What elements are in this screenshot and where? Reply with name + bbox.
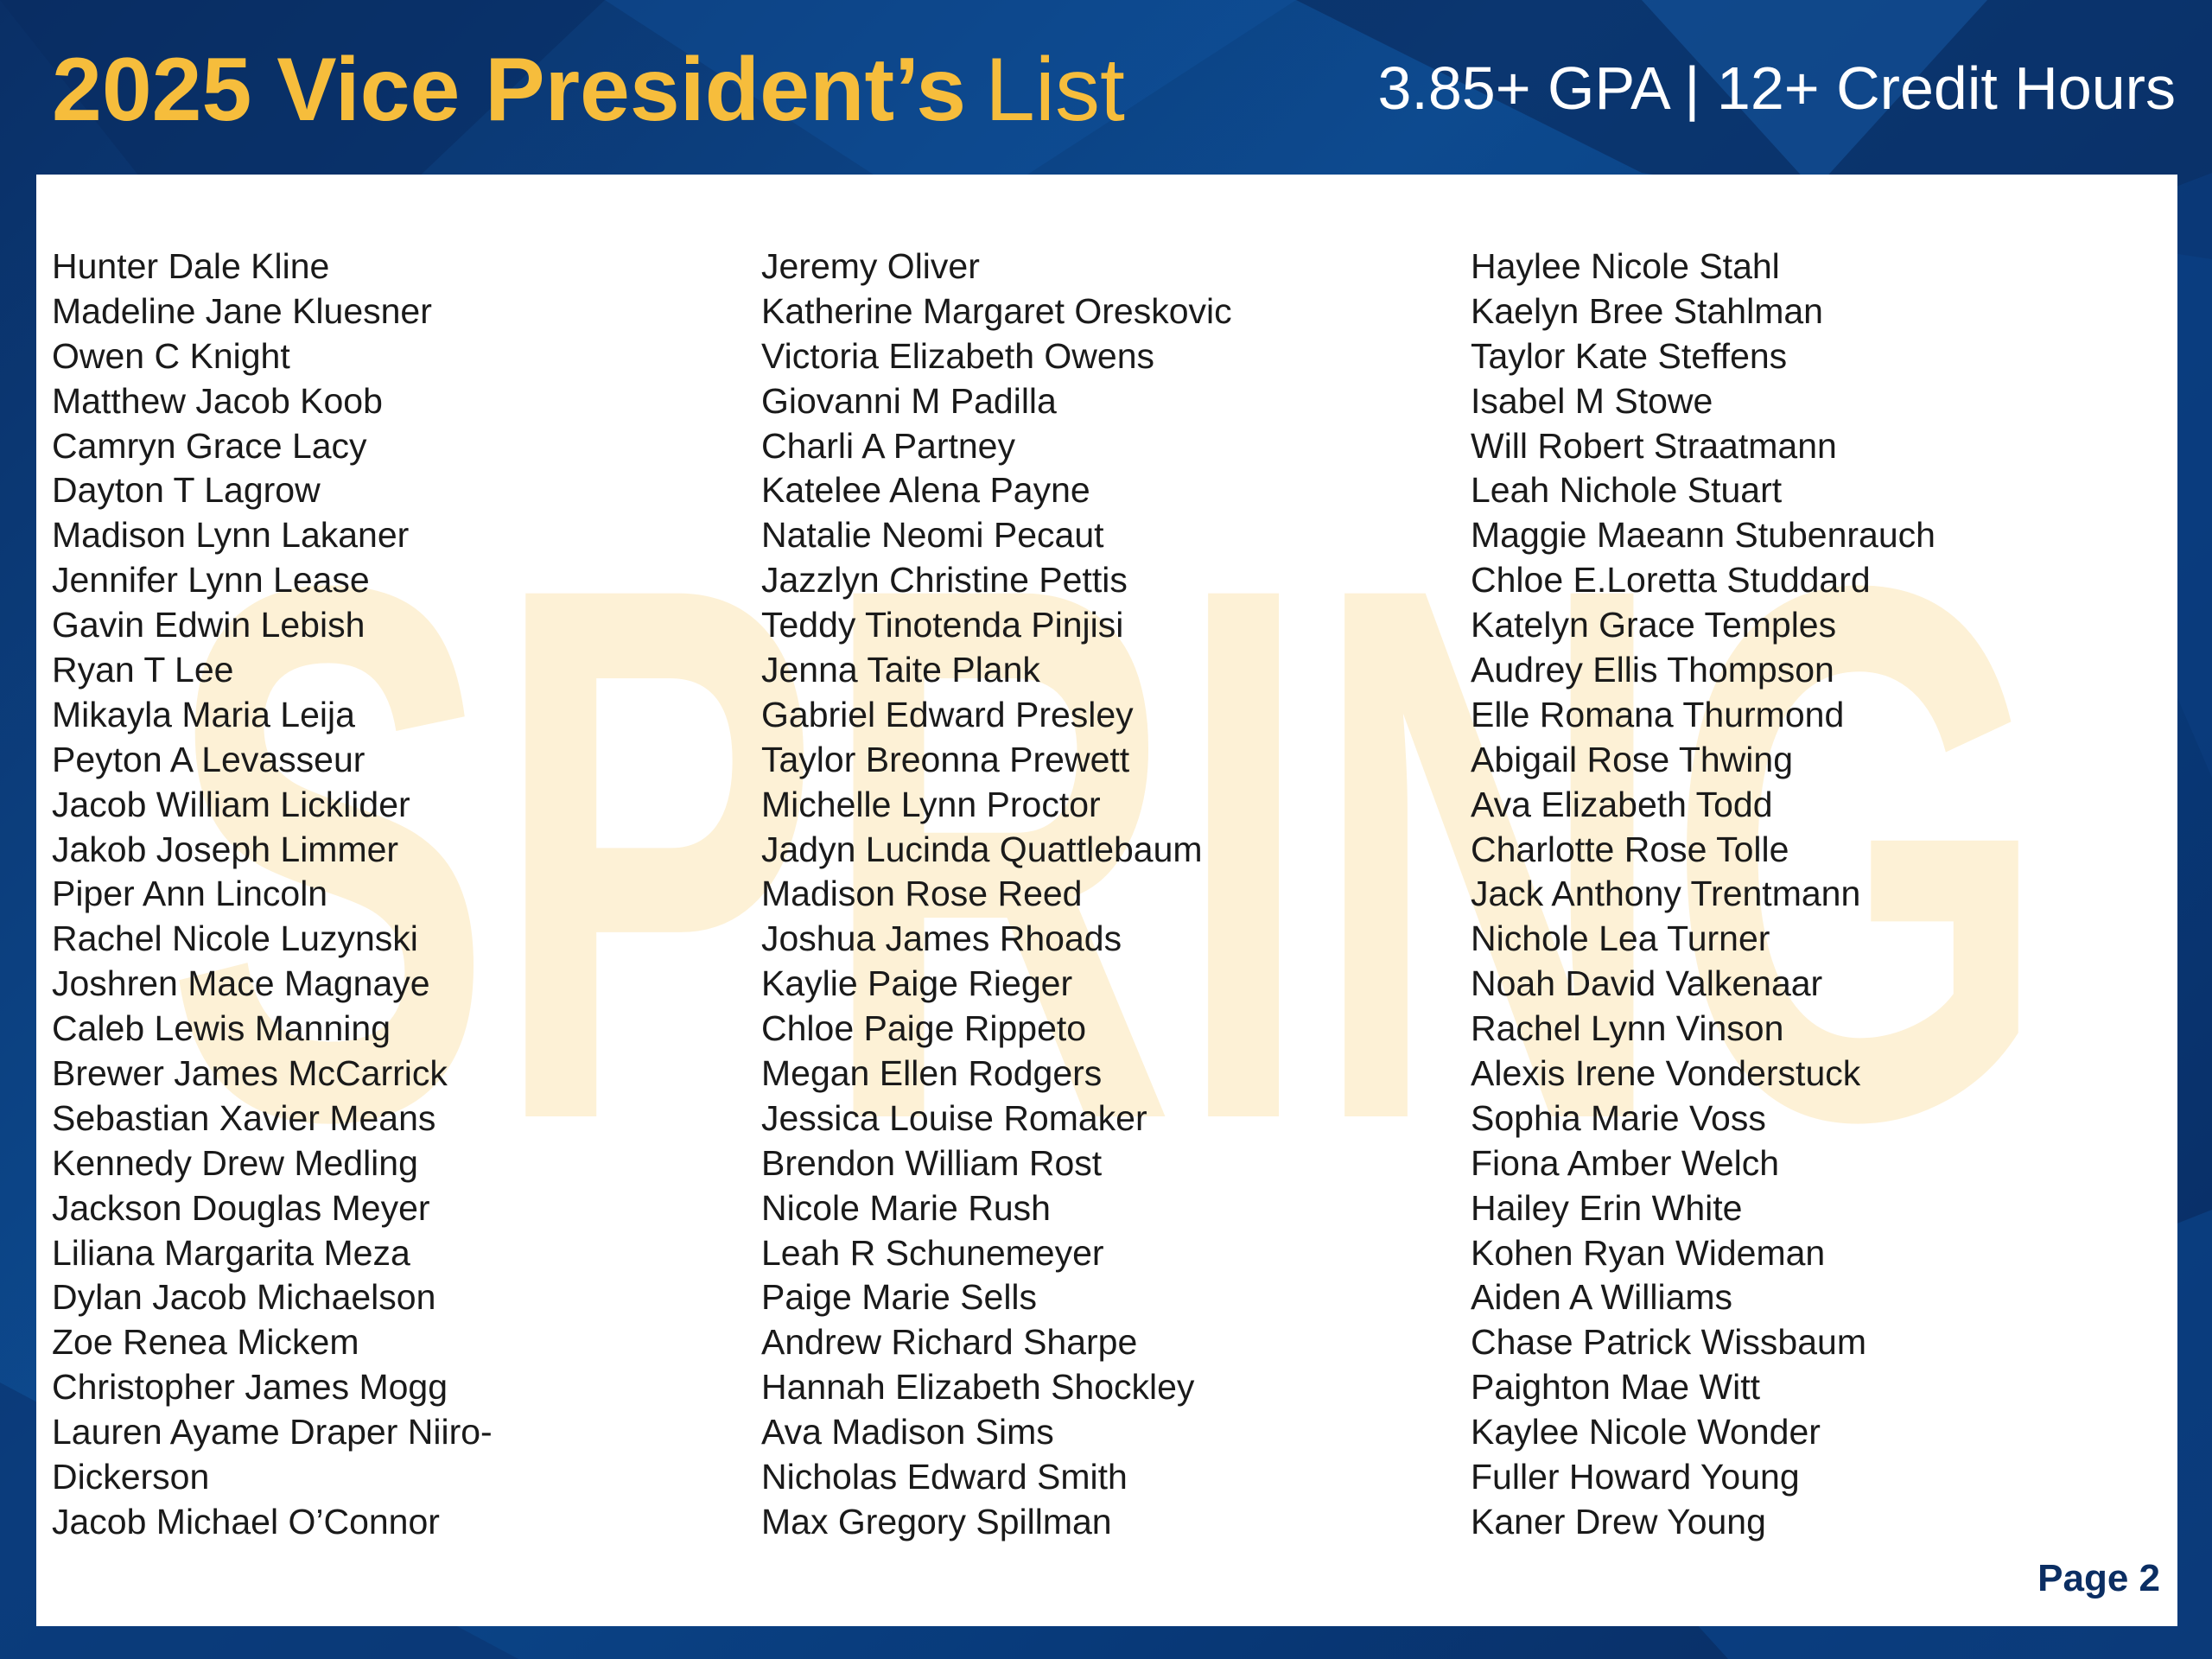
names-list-2	[761, 245, 1452, 1545]
list-item: Joshua James Rhoads	[761, 918, 1122, 959]
list-item: Aiden A Williams	[1471, 1277, 1733, 1318]
list-item: Sebastian Xavier Means	[52, 1097, 436, 1138]
list-item: Hailey Erin White	[1471, 1187, 1743, 1228]
title-bold-text: 2025 Vice President’s	[52, 40, 967, 140]
list-item: Katelee Alena Payne	[761, 470, 1090, 511]
list-item: Liliana Margarita Meza	[52, 1232, 410, 1273]
list-item: Will Robert Straatmann	[1471, 425, 1837, 466]
list-item: Nicholas Edward Smith	[761, 1457, 1128, 1497]
list-item: Ava Madison Sims	[761, 1412, 1054, 1452]
list-item: Ryan T Lee	[52, 650, 234, 690]
list-item: Michelle Lynn Proctor	[761, 784, 1101, 824]
title-light-text: List	[985, 40, 1125, 140]
list-item: Jennifer Lynn Lease	[52, 560, 370, 601]
list-item: Joshren Mace Magnaye	[52, 963, 430, 1004]
list-item: Fiona Amber Welch	[1471, 1142, 1780, 1183]
list-item: Max Gregory Spillman	[761, 1501, 1112, 1541]
list-item: Caleb Lewis Manning	[52, 1008, 391, 1049]
list-item: Charli A Partney	[761, 425, 1015, 466]
list-item: Haylee Nicole Stahl	[1471, 246, 1780, 286]
list-item: Jazzlyn Christine Pettis	[761, 560, 1128, 601]
list-item: Brendon William Rost	[761, 1142, 1103, 1183]
list-item: Jacob William Licklider	[52, 784, 410, 824]
list-item: Madison Rose Reed	[761, 874, 1083, 914]
list-item: Jackson Douglas Meyer	[52, 1187, 430, 1228]
list-item: Maggie Maeann Stubenrauch	[1471, 515, 1936, 556]
names-panel	[36, 175, 2177, 1626]
list-item: Taylor Kate Steffens	[1471, 335, 1788, 376]
list-item: Peyton A Levasseur	[52, 739, 365, 779]
list-item: Hunter Dale Kline	[52, 246, 330, 286]
list-item: Taylor Breonna Prewett	[761, 739, 1130, 779]
list-item: Kaner Drew Young	[1471, 1501, 1766, 1541]
list-item: Mikayla Maria Leija	[52, 694, 355, 734]
list-item: Dylan Jacob Michaelson	[52, 1277, 436, 1318]
list-item: Fuller Howard Young	[1471, 1457, 1800, 1497]
list-item: Abigail Rose Thwing	[1471, 739, 1794, 779]
list-item: Megan Ellen Rodgers	[761, 1053, 1103, 1094]
list-item: Jessica Louise Romaker	[761, 1097, 1147, 1138]
list-item: Charlotte Rose Tolle	[1471, 829, 1789, 869]
list-item: Gavin Edwin Lebish	[52, 605, 365, 645]
list-item: Brewer James McCarrick	[52, 1053, 448, 1094]
list-item: Katherine Margaret Oreskovic	[761, 290, 1232, 331]
list-item: Jadyn Lucinda Quattlebaum	[761, 829, 1203, 869]
list-item: Owen C Knight	[52, 335, 290, 376]
list-item: Jakob Joseph Limmer	[52, 829, 399, 869]
list-item: Alexis Irene Vonderstuck	[1471, 1053, 1861, 1094]
list-item: Andrew Richard Sharpe	[761, 1322, 1138, 1363]
list-item: Noah David Valkenaar	[1471, 963, 1823, 1004]
list-item: Gabriel Edward Presley	[761, 694, 1134, 734]
list-item: Camryn Grace Lacy	[52, 425, 367, 466]
list-item: Natalie Neomi Pecaut	[761, 515, 1104, 556]
list-item: Victoria Elizabeth Owens	[761, 335, 1155, 376]
list-item: Audrey Ellis Thompson	[1471, 650, 1834, 690]
list-item: Jeremy Oliver	[761, 246, 980, 286]
list-item: Katelyn Grace Temples	[1471, 605, 1837, 645]
list-item: Christopher James Mogg	[52, 1367, 448, 1408]
list-item: Teddy Tinotenda Pinjisi	[761, 605, 1124, 645]
list-item: Kaylie Paige Rieger	[761, 963, 1073, 1004]
list-item: Nichole Lea Turner	[1471, 918, 1770, 959]
list-item: Lauren Ayame Draper Niiro-	[52, 1412, 493, 1452]
list-item: Leah Nichole Stuart	[1471, 470, 1783, 511]
list-item: Ava Elizabeth Todd	[1471, 784, 1773, 824]
list-item: Rachel Nicole Luzynski	[52, 918, 418, 959]
list-item: Giovanni M Padilla	[761, 380, 1057, 421]
names-list-3	[1471, 245, 2162, 1545]
list-item: Matthew Jacob Koob	[52, 380, 383, 421]
list-item: Chloe E.Loretta Studdard	[1471, 560, 1871, 601]
names-column-2	[761, 245, 1452, 1545]
list-item: Kennedy Drew Medling	[52, 1142, 418, 1183]
list-item: Elle Romana Thurmond	[1471, 694, 1845, 734]
list-item: Leah R Schunemeyer	[761, 1232, 1104, 1273]
list-item: Rachel Lynn Vinson	[1471, 1008, 1784, 1049]
list-item: Chloe Paige Rippeto	[761, 1008, 1087, 1049]
list-item: Jacob Michael O’Connor	[52, 1501, 440, 1541]
list-item: Kaylee Nicole Wonder	[1471, 1412, 1821, 1452]
names-column-1	[52, 245, 743, 1545]
list-item: Kaelyn Bree Stahlman	[1471, 290, 1823, 331]
list-item: Dickerson	[52, 1457, 210, 1497]
watermark-text: SPRING	[165, 429, 2049, 1278]
list-item: Zoe Renea Mickem	[52, 1322, 359, 1363]
page-number: Page 2	[2037, 1557, 2160, 1599]
names-columns	[52, 245, 2160, 1558]
header-bar	[0, 0, 2212, 173]
list-item: Chase Patrick Wissbaum	[1471, 1322, 1866, 1363]
list-item: Madison Lynn Lakaner	[52, 515, 410, 556]
list-item: Isabel M Stowe	[1471, 380, 1713, 421]
criteria-text: 3.85+ GPA | 12+ Credit Hours	[1377, 54, 2176, 122]
names-list-1	[52, 245, 743, 1545]
list-item: Paighton Mae Witt	[1471, 1367, 1760, 1408]
list-item: Jenna Taite Plank	[761, 650, 1040, 690]
list-item: Kohen Ryan Wideman	[1471, 1232, 1826, 1273]
page-title	[52, 38, 1125, 142]
list-item: Paige Marie Sells	[761, 1277, 1038, 1318]
list-item: Hannah Elizabeth Shockley	[761, 1367, 1195, 1408]
names-column-3	[1471, 245, 2162, 1545]
list-item: Sophia Marie Voss	[1471, 1097, 1766, 1138]
list-item: Dayton T Lagrow	[52, 470, 321, 511]
list-item: Nicole Marie Rush	[761, 1187, 1051, 1228]
list-item: Piper Ann Lincoln	[52, 874, 328, 914]
list-item: Madeline Jane Kluesner	[52, 290, 432, 331]
list-item: Jack Anthony Trentmann	[1471, 874, 1861, 914]
